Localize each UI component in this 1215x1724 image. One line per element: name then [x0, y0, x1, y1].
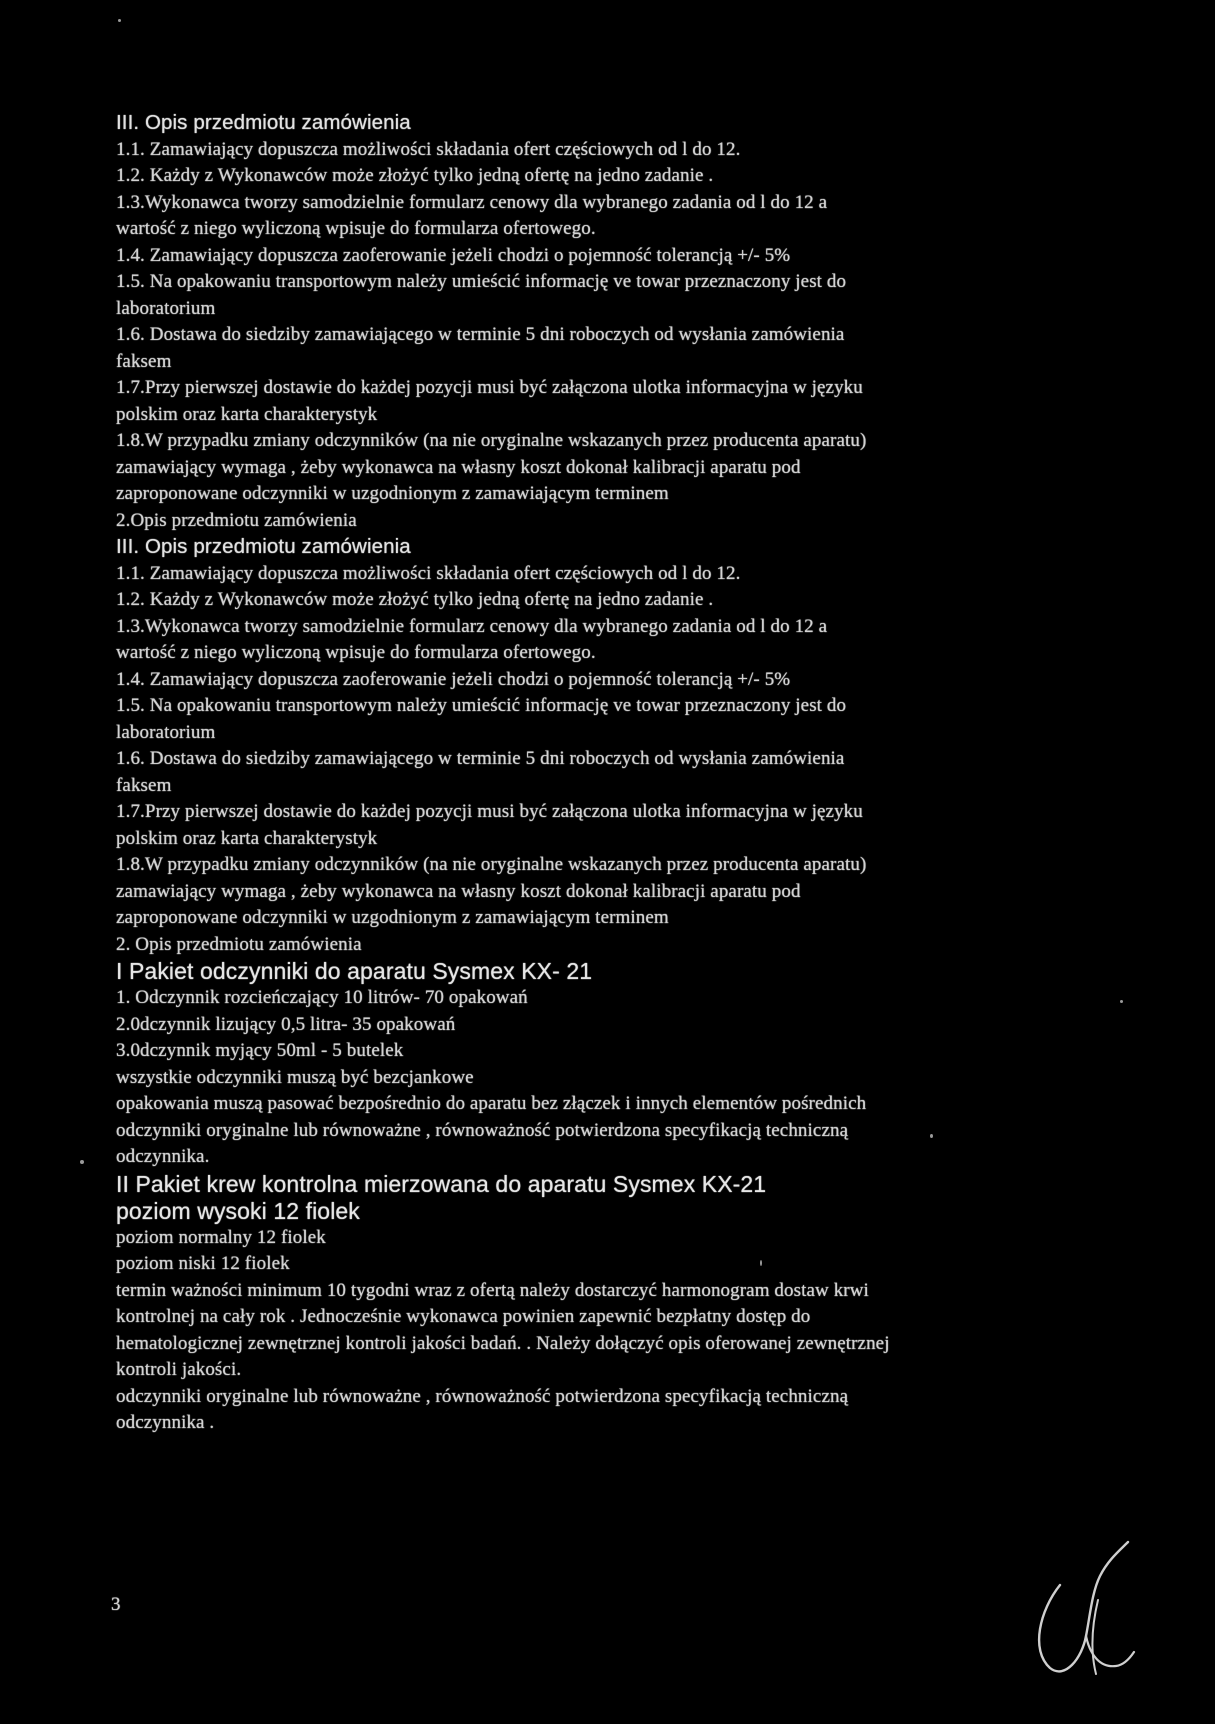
document-body	[116, 110, 1096, 1437]
text-line: 3.0dczynnik myjący 50ml - 5 butelek	[116, 1040, 404, 1061]
text-line: odczynniki oryginalne lub równoważne , równoważność potwierdzona specyfikacją techniczną	[116, 1119, 849, 1141]
text-line: faksem	[116, 774, 172, 796]
scan-speck	[1120, 1000, 1123, 1003]
text-line: opakowania muszą pasować bezpośrednio do aparatu bez złączek i innych elementów pośrednich	[116, 1093, 867, 1114]
text-line: kontroli jakości.	[116, 1359, 242, 1380]
text-line: wartość z niego wyliczoną wpisuje do formularza ofertowego.	[116, 218, 596, 239]
text-line: 1.4. Zamawiający dopuszcza zaoferowanie jeżeli chodzi o pojemność tolerancją +/- 5%	[116, 668, 791, 690]
text-line: faksem	[116, 350, 172, 372]
section-heading: poziom wysoki 12 fiolek	[116, 1197, 360, 1224]
text-line: 1.3.Wykonawca tworzy samodzielnie formularz cenowy dla wybranego zadania od l do 12 a	[116, 615, 828, 637]
text-line: wartość z niego wyliczoną wpisuje do formularza ofertowego.	[116, 642, 596, 663]
text-line: zamawiający wymaga , żeby wykonawca na własny koszt dokonał kalibracji aparatu pod	[116, 880, 801, 902]
text-line: polskim oraz karta charakterystyk	[116, 827, 378, 849]
text-line: 1.6. Dostawa do siedziby zamawiającego w terminie 5 dni roboczych od wysłania zamówienia	[116, 324, 845, 345]
text-line: 1.4. Zamawiający dopuszcza zaoferowanie jeżeli chodzi o pojemność tolerancją +/- 5%	[116, 244, 791, 266]
text-line: kontrolnej na cały rok . Jednocześnie wykonawca powinien zapewnić bezpłatny dostęp do	[116, 1306, 811, 1327]
text-line: zaproponowane odczynniki w uzgodnionym z zamawiającym terminem	[116, 907, 669, 928]
text-line: 2. Opis przedmiotu zamówienia	[116, 933, 362, 955]
text-line: 1.6. Dostawa do siedziby zamawiającego w terminie 5 dni roboczych od wysłania zamówienia	[116, 748, 845, 769]
text-line: 2.Opis przedmiotu zamówienia	[116, 509, 357, 531]
text-line: 2.0dczynnik lizujący 0,5 litra- 35 opakowań	[116, 1013, 456, 1035]
text-line: wszystkie odczynniki muszą być bezcjankowe	[116, 1066, 474, 1088]
scan-speck	[760, 1260, 762, 1266]
text-line: laboratorium	[116, 721, 216, 743]
text-line: 1.5. Na opakowaniu transportowym należy umieścić informację ve towar przeznaczony jest do	[116, 271, 847, 292]
section-heading: III. Opis przedmiotu zamówienia	[116, 111, 411, 134]
scan-speck	[930, 1134, 933, 1138]
section-heading: I Pakiet odczynniki do aparatu Sysmex KX- 21	[116, 958, 593, 984]
scan-speck	[118, 19, 121, 22]
text-line: 1.1. Zamawiający dopuszcza możliwości składania ofert częściowych od l do 12.	[116, 138, 741, 160]
text-line: 1.8.W przypadku zmiany odczynników (na nie oryginalne wskazanych przez producenta aparatu)	[116, 430, 867, 451]
section-heading: II Pakiet krew kontrolna mierzowana do aparatu Sysmex KX-21	[116, 1170, 767, 1197]
text-line: 1.7.Przy pierwszej dostawie do każdej pozycji musi być załączona ulotka informacyjna w języku	[116, 377, 863, 398]
text-line: 1.3.Wykonawca tworzy samodzielnie formularz cenowy dla wybranego zadania od l do 12 a	[116, 191, 828, 213]
scan-speck	[80, 1160, 84, 1164]
text-line: 1.2. Każdy z Wykonawców może złożyć tylko jedną ofertę na jedno zadanie .	[116, 589, 714, 610]
text-line: polskim oraz karta charakterystyk	[116, 403, 378, 425]
text-line: hematologicznej zewnętrznej kontroli jakości badań. . Należy dołączyć opis oferowanej zewnętrznej	[116, 1332, 890, 1354]
text-line: 1.2. Każdy z Wykonawców może złożyć tylko jedną ofertę na jedno zadanie .	[116, 165, 714, 186]
text-line: 1.1. Zamawiający dopuszcza możliwości składania ofert częściowych od l do 12.	[116, 562, 741, 584]
page-number: 3	[111, 1594, 121, 1615]
signature-mark	[1020, 1540, 1140, 1680]
text-line: zaproponowane odczynniki w uzgodnionym z zamawiającym terminem	[116, 483, 669, 504]
text-line: poziom normalny 12 fiolek	[116, 1226, 326, 1248]
text-line: odczynniki oryginalne lub równoważne , równoważność potwierdzona specyfikacją techniczną	[116, 1385, 849, 1407]
text-line: 1. Odczynnik rozcieńczający 10 litrów- 70 opakowań	[116, 987, 528, 1008]
text-line: 1.5. Na opakowaniu transportowym należy umieścić informację ve towar przeznaczony jest do	[116, 695, 847, 716]
text-line: odczynnika.	[116, 1146, 210, 1167]
text-line: poziom niski 12 fiolek	[116, 1253, 290, 1274]
text-line: laboratorium	[116, 297, 216, 319]
text-line: 1.8.W przypadku zmiany odczynników (na nie oryginalne wskazanych przez producenta aparatu)	[116, 854, 867, 875]
section-heading: III. Opis przedmiotu zamówienia	[116, 535, 411, 558]
text-line: 1.7.Przy pierwszej dostawie do każdej pozycji musi być załączona ulotka informacyjna w języku	[116, 801, 863, 822]
text-line: odczynnika .	[116, 1412, 215, 1433]
text-line: zamawiający wymaga , żeby wykonawca na własny koszt dokonał kalibracji aparatu pod	[116, 456, 801, 478]
text-line: termin ważności minimum 10 tygodni wraz z ofertą należy dostarczyć harmonogram dostaw krwi	[116, 1279, 869, 1301]
